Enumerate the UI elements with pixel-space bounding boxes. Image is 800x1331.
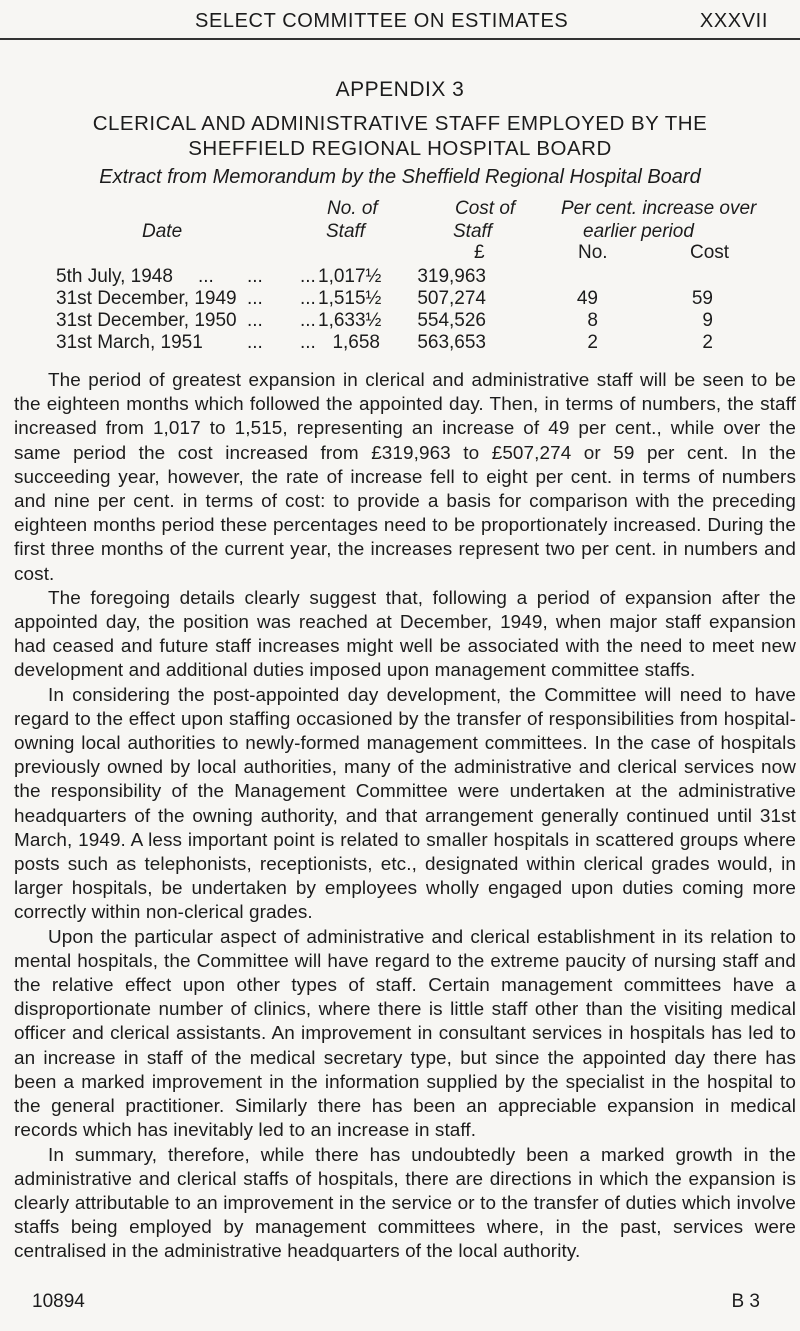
paragraph: The foregoing details clearly suggest that, following a period of expansion after the appointed day, the position was reached at December, 1949, when major staff expansion had ceased and future staff increases might well be associated with the need to meet new development and additional duties imposed upon management committee staffs. [14, 587, 796, 682]
row-pct-no: 8 [587, 310, 598, 331]
row-leader-dots: ... [300, 310, 316, 331]
row-staff: 1,658 [332, 332, 380, 353]
running-head [0, 8, 800, 38]
body-text [14, 369, 796, 1265]
signature-mark: B 3 [731, 1291, 760, 1312]
row-leader-dots: ... [247, 266, 263, 287]
header-per-cent-2: earlier period [583, 221, 694, 242]
header-staff: Staff [326, 221, 366, 242]
row-leader-dots: ... [300, 332, 316, 353]
paragraph: Upon the particular aspect of administrative and clerical establishment in its relation to mental hospitals, the Committee will have regard to the extreme paucity of nursing staff and the relative effect upon other types of staff. Certain management committees have a disproportionate number of clinics, where there is little staff other than the visiting medical officer and clerical assistants. An improvement in consultant services in hospitals has led to an increase in staff of the medical secretary type, but since the appointed day there has been a marked improvement in the information supplied by the specialist in the hospital to the general practitioner. Similarly there has been an appreciable expansion in medical records which has inevitably led to an increase in staff. [14, 926, 796, 1142]
row-staff: 1,515½ [318, 288, 382, 309]
row-pct-cost: 2 [702, 332, 713, 353]
row-pct-no: 49 [576, 288, 598, 309]
row-leader-dots: ... [300, 288, 316, 309]
print-code: 10894 [32, 1291, 85, 1312]
row-leader-dots: ... [300, 266, 316, 287]
title-line-2: SHEFFIELD REGIONAL HOSPITAL BOARD [188, 137, 612, 160]
header-cost: Cost [690, 242, 730, 263]
row-pct-cost: 59 [691, 288, 713, 309]
row-cost: 554,526 [417, 310, 486, 331]
header-cost-staff: Staff [453, 221, 493, 242]
row-leader-dots: ... [247, 288, 263, 309]
row-leader-dots: ... [247, 332, 263, 353]
row-date: 5th July, 1948 [56, 266, 173, 287]
header-no: No. [578, 242, 608, 263]
header-rule [0, 38, 800, 40]
page-number: XXXVII [699, 10, 768, 32]
row-cost: 507,274 [417, 288, 486, 309]
paragraph: In considering the post-appointed day development, the Committee will need to have regard to the effect upon staffing occasioned by the transfer of responsibilities from hospital-owning local authorities to newly-formed management committees. In the case of hospitals previously owned by local authorities, many of the administrative and clerical services now the responsibility of the Management Committee were undertaken at the administrative headquarters of the owning authority, and that arrangement generally continued until 31st March, 1949. A less important point is related to smaller hospitals in scattered groups where posts such as telephonists, receptionists, etc., designated within clerical grades would, in larger hospitals, be undertaken by employees wholly engaged upon duties coming more correctly within non-clerical grades. [14, 684, 796, 924]
row-staff: 1,633½ [318, 310, 382, 331]
row-pct-no: 2 [587, 332, 598, 353]
header-date: Date [142, 221, 183, 242]
row-cost: 563,653 [417, 332, 486, 353]
header-pound: £ [474, 242, 485, 263]
running-head-title: SELECT COMMITTEE ON ESTIMATES [195, 10, 569, 32]
footer [0, 1291, 800, 1315]
header-cost-of: Cost of [455, 198, 516, 219]
appendix-heading: APPENDIX 3 [335, 78, 465, 101]
row-staff: 1,017½ [318, 266, 382, 287]
header-no-of: No. of [327, 198, 378, 219]
paragraph: The period of greatest expansion in clerical and administrative staff will be seen to be the eighteen months which followed the appointed day. Then, in terms of numbers, the staff increased from 1,017 to 1,515, representing an increase of 49 per cent., while over the same period the cost increased from £319,963 to £507,274 or 59 per cent. In the succeeding year, however, the rate of increase fell to eight per cent. in terms of numbers and nine per cent. in terms of cost: to provide a basis for comparison with the preceding eighteen months period these percentages need to be proportionately increased. During the first three months of the current year, the increases represent two per cent. in numbers and cost. [14, 370, 796, 585]
row-leader-dots: ... [198, 266, 214, 287]
row-date: 31st December, 1950 [56, 310, 237, 331]
extract-subtitle: Extract from Memorandum by the Sheffield Regional Hospital Board [99, 166, 701, 188]
paragraph: In summary, therefore, while there has undoubtedly been a marked growth in the administrative and clerical staffs of hospitals, there are directions in which the expansion is clearly attributable to an improvement in the service or to the transfer of duties which involve staffs being employed by management committees where, in the past, services were centralised in the administrative headquarters of the local authority. [14, 1144, 796, 1263]
row-pct-cost: 9 [702, 310, 713, 331]
header-per-cent-1: Per cent. increase over [561, 198, 757, 219]
row-date: 31st December, 1949 [56, 288, 237, 309]
row-date: 31st March, 1951 [56, 332, 203, 353]
title-line-1: CLERICAL AND ADMINISTRATIVE STAFF EMPLOYED BY THE [92, 112, 708, 135]
row-leader-dots: ... [247, 310, 263, 331]
row-cost: 319,963 [417, 266, 486, 287]
